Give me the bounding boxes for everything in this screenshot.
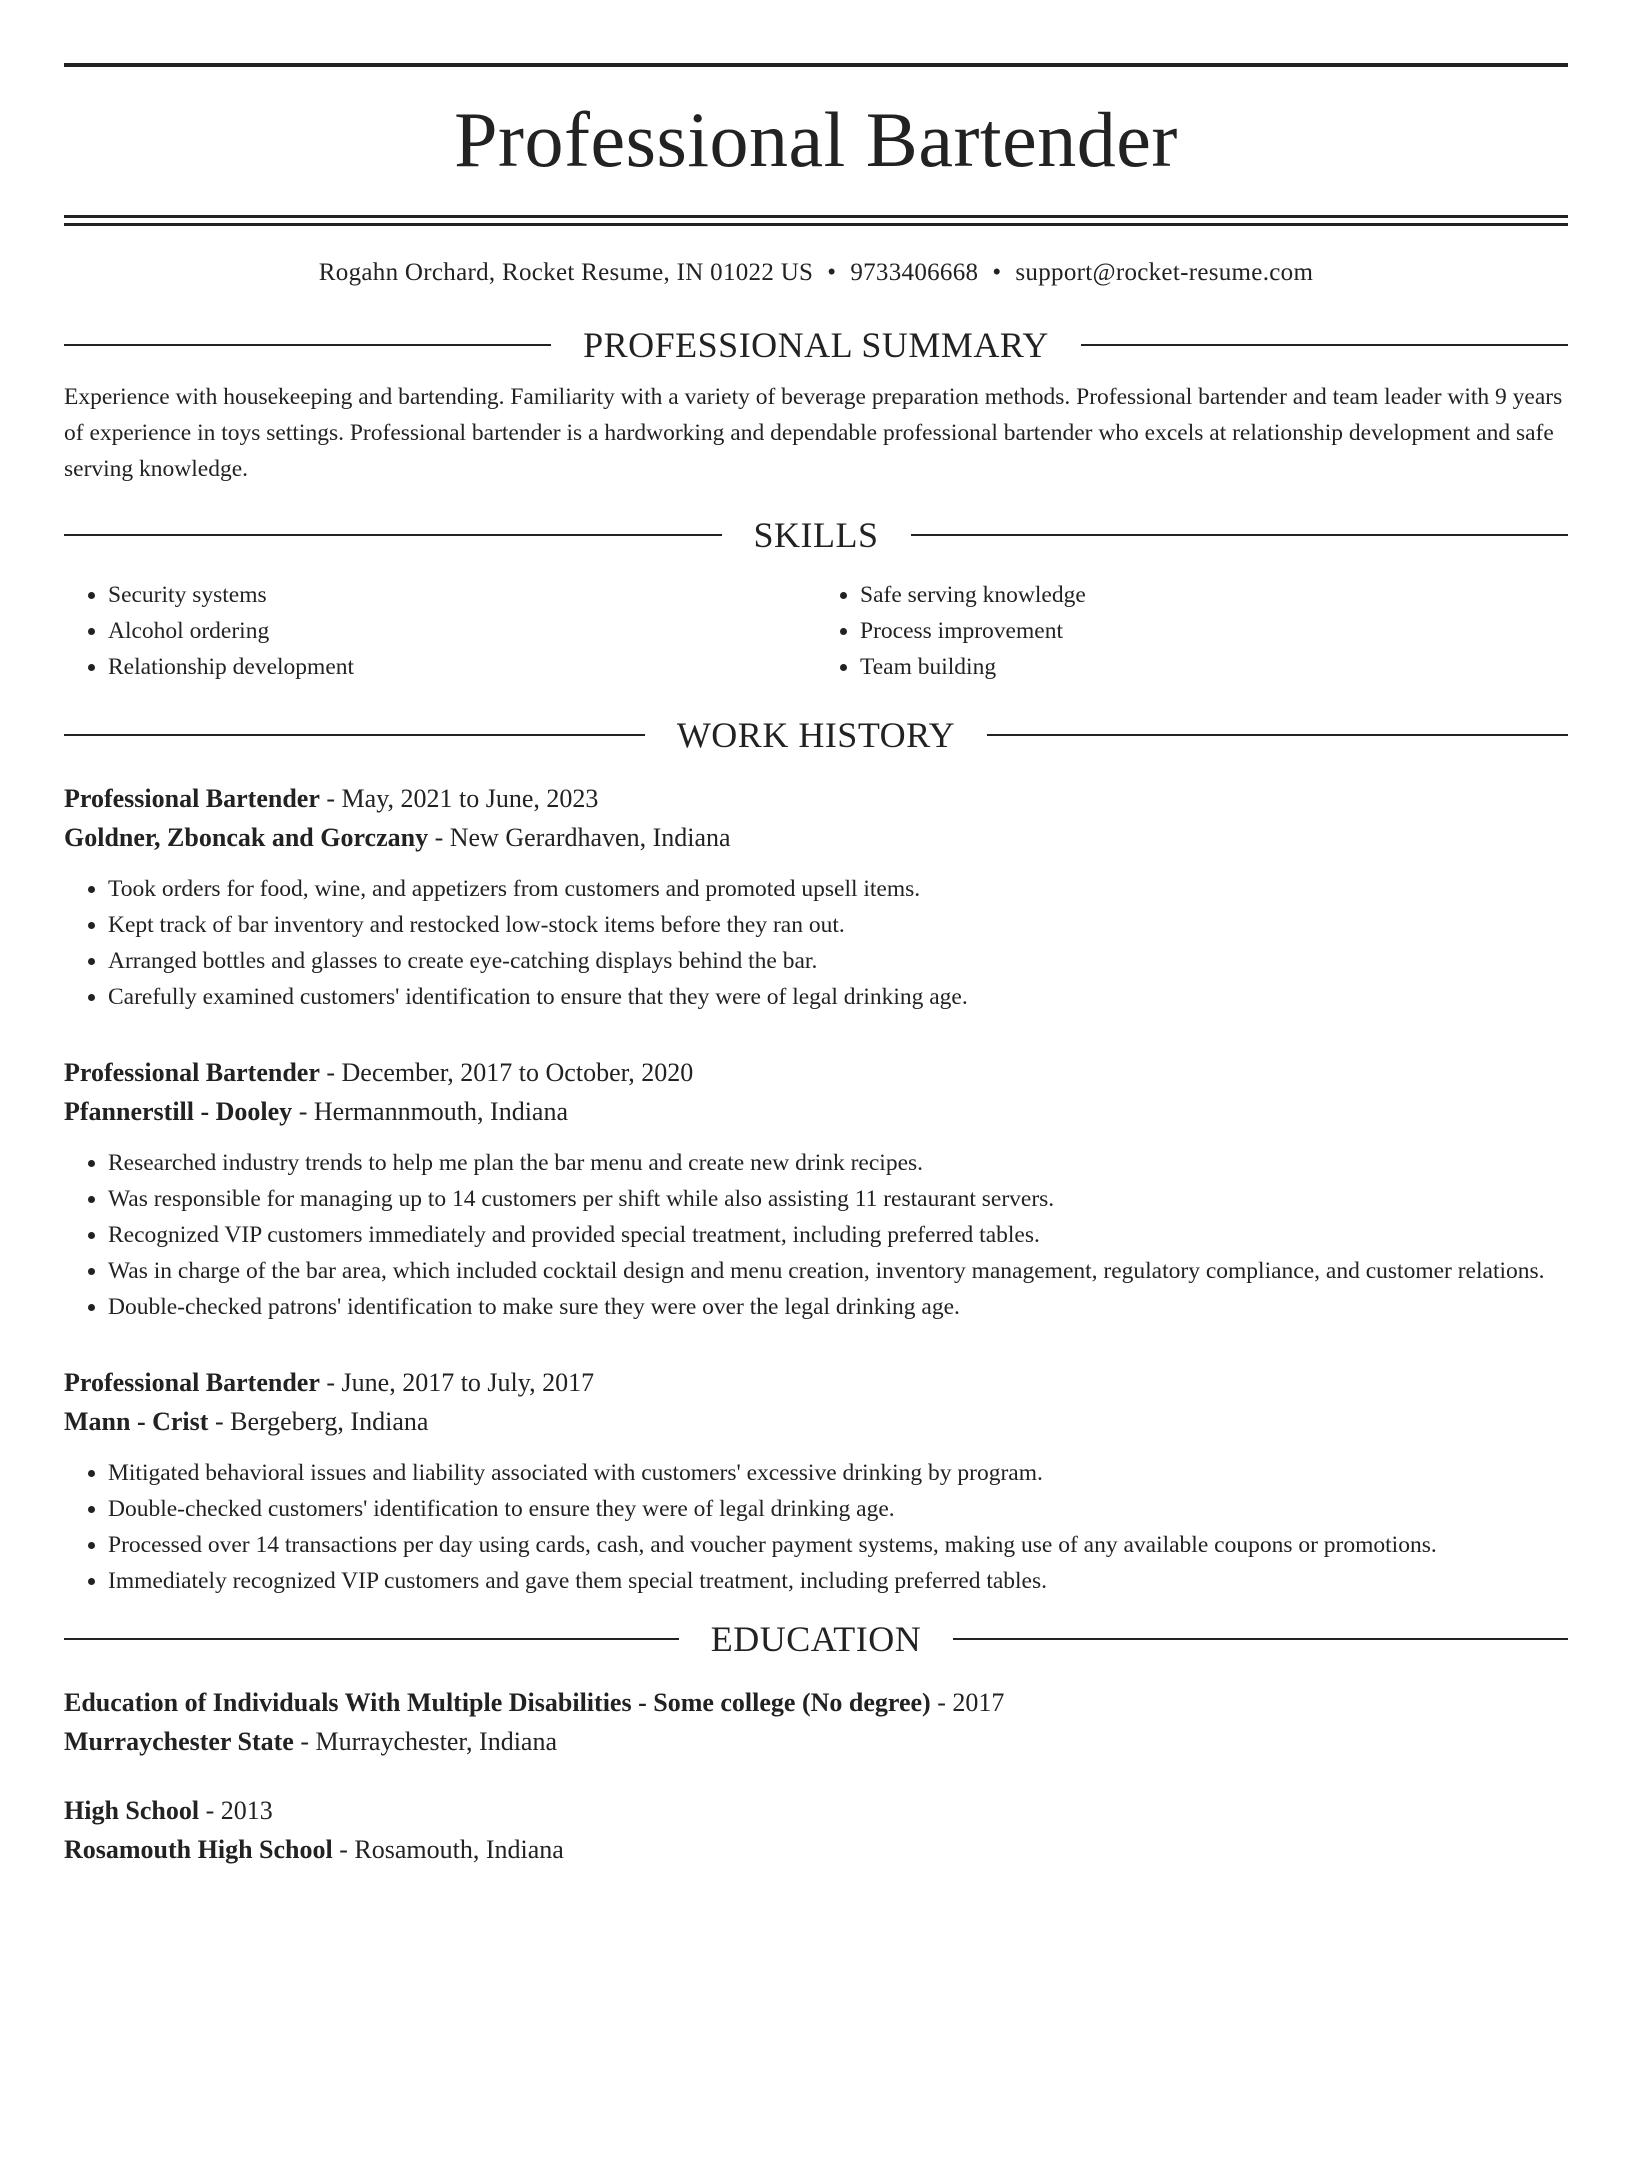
job-bullet: • Kept track of bar inventory and restocked low-stock items before they ran out. [108, 907, 1568, 943]
job-entry [64, 1053, 1568, 1325]
skill-item: • Safe serving knowledge [860, 577, 1568, 613]
resume-page [0, 63, 1632, 2175]
job-bullets [64, 871, 1568, 1015]
summary-text: Experience with housekeeping and bartending. Familiarity with a variety of beverage preparation methods. Professional bartender and team leader with 9 years of experience in toys settings. Professional bartender is a hardworking and dependable professional bartender who excels at relationship development and safe serving knowledge. [64, 384, 1563, 482]
job-bullet: • Double-checked patrons' identification to make sure they were over the legal drinking age. [108, 1289, 1568, 1325]
job-bullet: • Was responsible for managing up to 14 customers per shift while also assisting 11 restaurant servers. [108, 1181, 1568, 1217]
job-title-line [64, 779, 1568, 818]
resume-name: Professional Bartender [454, 96, 1178, 183]
contact-phone: 9733406668 [850, 259, 979, 286]
heading-rule-right [911, 534, 1569, 536]
job-role: Professional Bartender [64, 1368, 320, 1397]
header-top-rule [64, 63, 1568, 67]
job-bullet: • Double-checked customers' identification to ensure they were of legal drinking age. [108, 1491, 1568, 1527]
summary-heading [64, 323, 1568, 367]
education-school: Rosamouth High School [64, 1835, 333, 1864]
skills-list [64, 577, 1568, 685]
education-degree-line [64, 1683, 1568, 1722]
job-bullet: • Carefully examined customers' identification to ensure that they were of legal drinking age. [108, 979, 1568, 1015]
job-bullet: • Arranged bottles and glasses to create eye-catching displays behind the bar. [108, 943, 1568, 979]
skill-item: • Relationship development [108, 649, 816, 685]
job-bullet: • Mitigated behavioral issues and liability associated with customers' excessive drinking by program. [108, 1455, 1568, 1491]
education-degree: High School [64, 1796, 200, 1825]
education-school: Murraychester State [64, 1727, 294, 1756]
job-company-line [64, 1092, 1568, 1131]
job-location: - New Gerardhaven, Indiana [428, 823, 731, 852]
job-bullets [64, 1455, 1568, 1599]
job-company-line [64, 818, 1568, 857]
job-bullet: • Processed over 14 transactions per day using cards, cash, and voucher payment systems, making use of any available coupons or promotions. [108, 1527, 1568, 1563]
contact-separator: • [827, 259, 837, 286]
education-entry [64, 1791, 1568, 1869]
section-title: PROFESSIONAL SUMMARY [583, 325, 1049, 365]
heading-rule-right [1081, 344, 1568, 346]
section-title: EDUCATION [710, 1619, 922, 1659]
heading-rule-right [987, 734, 1568, 736]
job-entry [64, 1363, 1568, 1599]
job-company: Goldner, Zboncak and Gorczany [64, 823, 429, 852]
job-role: Professional Bartender [64, 1058, 320, 1087]
skill-item: • Alcohol ordering [108, 613, 816, 649]
job-location: - Bergeberg, Indiana [208, 1407, 429, 1436]
job-company: Pfannerstill - Dooley [64, 1097, 293, 1126]
job-location: - Hermannmouth, Indiana [292, 1097, 568, 1126]
work-history-heading [64, 713, 1568, 757]
job-title-line [64, 1363, 1568, 1402]
section-title: WORK HISTORY [676, 715, 956, 755]
job-bullet: • Immediately recognized VIP customers and gave them special treatment, including preferred tables. [108, 1563, 1568, 1599]
heading-rule-left [64, 344, 551, 346]
skill-item: • Security systems [108, 577, 816, 613]
contact-address: Rogahn Orchard, Rocket Resume, IN 01022 US [318, 259, 814, 286]
skill-item: • Process improvement [860, 613, 1568, 649]
section-title: SKILLS [753, 515, 879, 555]
job-bullet: • Was in charge of the bar area, which included cocktail design and menu creation, inventory management, regulatory compliance, and customer relations. [108, 1253, 1568, 1289]
heading-rule-right [953, 1638, 1568, 1640]
contact-email: support@rocket-resume.com [1015, 259, 1314, 286]
education-heading [64, 1617, 1568, 1661]
contact-line [64, 257, 1568, 289]
heading-rule-left [64, 1638, 679, 1640]
job-dates: - December, 2017 to October, 2020 [319, 1058, 694, 1087]
job-company-line [64, 1402, 1568, 1441]
education-location: - Rosamouth, Indiana [332, 1835, 564, 1864]
job-title-line [64, 1053, 1568, 1092]
job-bullet: • Recognized VIP customers immediately and provided special treatment, including preferred tables. [108, 1217, 1568, 1253]
header-double-rule [64, 215, 1568, 226]
job-dates: - June, 2017 to July, 2017 [319, 1368, 595, 1397]
education-degree-line [64, 1791, 1568, 1830]
heading-rule-left [64, 734, 645, 736]
job-bullet: • Researched industry trends to help me plan the bar menu and create new drink recipes. [108, 1145, 1568, 1181]
education-year: - 2017 [930, 1688, 1005, 1717]
job-bullet: • Took orders for food, wine, and appetizers from customers and promoted upsell items. [108, 871, 1568, 907]
job-dates: - May, 2021 to June, 2023 [319, 784, 599, 813]
education-degree: Education of Individuals With Multiple Disabilities - Some college (No degree) [64, 1688, 931, 1717]
education-location: - Murraychester, Indiana [293, 1727, 558, 1756]
education-school-line [64, 1722, 1568, 1761]
heading-rule-left [64, 534, 722, 536]
job-entry [64, 779, 1568, 1015]
contact-separator: • [992, 259, 1002, 286]
education-year: - 2013 [199, 1796, 273, 1825]
education-entry [64, 1683, 1568, 1761]
job-role: Professional Bartender [64, 784, 320, 813]
skill-item: • Team building [860, 649, 1568, 685]
job-bullets [64, 1145, 1568, 1325]
skills-column-right [816, 577, 1568, 685]
job-company: Mann - Crist [64, 1407, 209, 1436]
skills-column-left [64, 577, 816, 685]
skills-heading [64, 513, 1568, 557]
education-school-line [64, 1830, 1568, 1869]
